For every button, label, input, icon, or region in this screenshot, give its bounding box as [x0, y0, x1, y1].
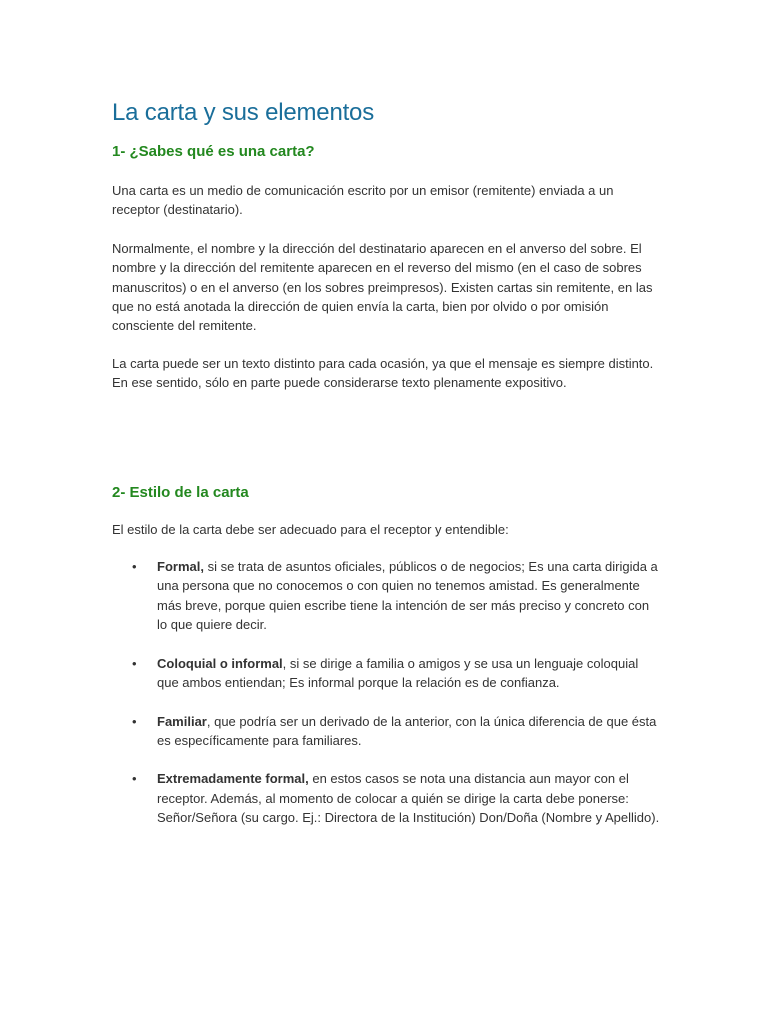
section-1-paragraph-2: Normalmente, el nombre y la dirección del destinatario aparecen en el anverso del sobre. El nombre y la dirección del remitente aparecen en el reverso del mismo (en el caso de sobres manuscritos) o en el anverso (en los sobres preimpresos). Existen cartas sin remitente, en las que no está anotada la dirección de quien envía la carta, bien por olvido o por omisión consciente del remitente.: [112, 240, 653, 334]
section-1-paragraph-1: Una carta es un medio de comunicación escrito por un emisor (remitente) enviada a un receptor (destinatario).: [112, 183, 614, 218]
bullet-icon: •: [132, 559, 137, 575]
list-item-term: Coloquial o informal: [157, 655, 283, 671]
list-item-term: Extremadamente formal,: [157, 771, 309, 787]
bullet-icon: •: [132, 713, 137, 729]
list-item-text: en estos casos se nota una distancia aun mayor con el receptor. Además, al momento de colocar a quién se dirige la carta debe ponerse: Señor/Señora (su cargo. Ej.: Directora de la Institución) Don/Doña (Nombre y Apellido).: [157, 771, 660, 826]
document-title: La carta y sus elementos: [112, 99, 375, 126]
document-page: [112, 96, 662, 847]
section-spacer: [112, 393, 662, 483]
list-item-familiar: [112, 712, 662, 751]
list-item-term: Formal,: [157, 559, 204, 575]
list-item-formal: [112, 557, 662, 635]
list-item-extremadamente-formal: [112, 769, 662, 827]
list-item-coloquial: [112, 654, 662, 693]
section-2-intro: El estilo de la carta debe ser adecuado para el receptor y entendible:: [112, 521, 509, 537]
bullet-icon: •: [132, 771, 137, 787]
section-1-paragraph-3: La carta puede ser un texto distinto para cada ocasión, ya que el mensaje es siempre distinto. En ese sentido, sólo en parte puede considerarse texto plenamente expositivo.: [112, 355, 654, 391]
list-item-text: , si se dirige a familia o amigos y se usa un lenguaje coloquial que ambos entiendan; Es informal porque la relación es de confianza.: [157, 655, 639, 691]
list-item-term: Familiar: [157, 713, 207, 729]
section-2-heading: 2- Estilo de la carta: [112, 483, 249, 501]
list-item-text: si se trata de asuntos oficiales, públicos o de negocios; Es una carta dirigida a una persona que no conocemos o con quien no tenemos amistad. Es generalmente más breve, porque quien escribe tiene la intención de ser más preciso y concreto con lo que quiere decir.: [157, 559, 658, 633]
letter-style-list: [112, 557, 662, 827]
bullet-icon: •: [132, 655, 137, 671]
section-1-heading: 1- ¿Sabes qué es una carta?: [112, 143, 315, 160]
list-item-text: , que podría ser un derivado de la anterior, con la única diferencia de que ésta es específicamente para familiares.: [157, 713, 657, 748]
